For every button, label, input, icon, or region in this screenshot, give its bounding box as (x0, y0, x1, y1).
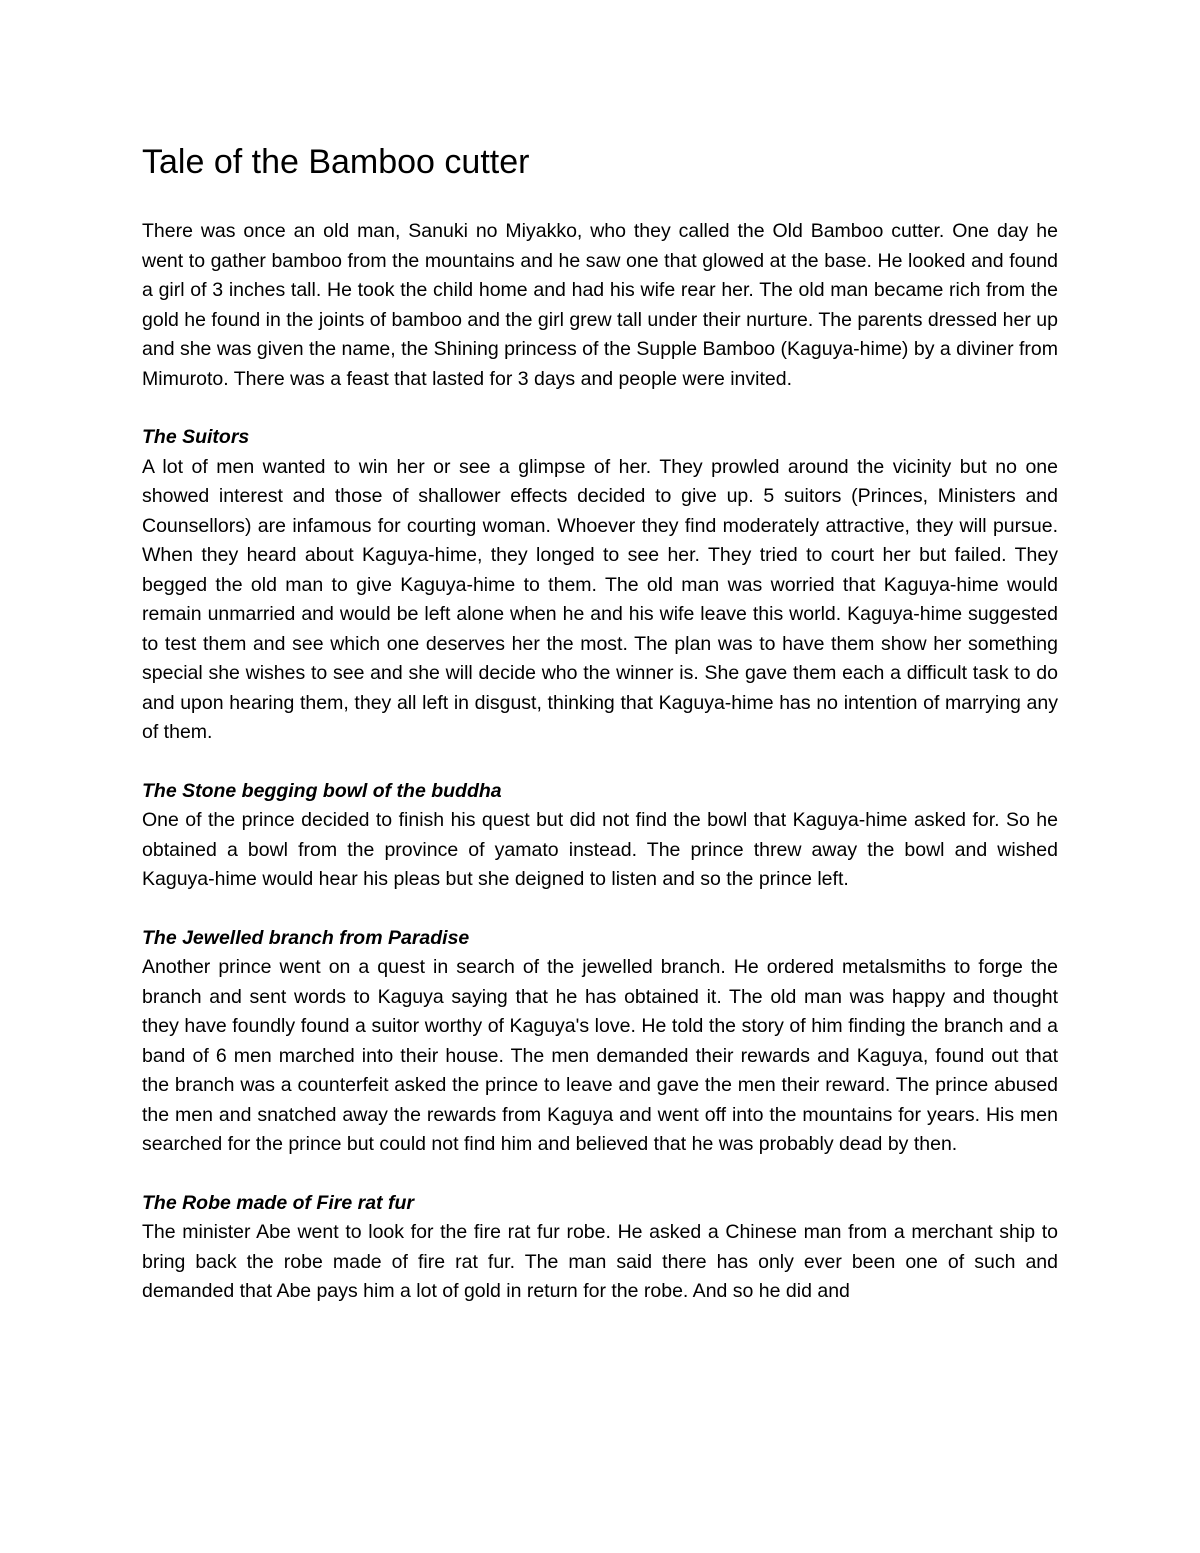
intro-paragraph: There was once an old man, Sanuki no Miyakko, who they called the Old Bamboo cutter. One day he went to gather bamboo from the mountains and he saw one that glowed at the base. He looked and found a girl of 3 inches tall. He took the child home and had his wife rear her. The old man became rich from the gold he found in the joints of bamboo and the girl grew tall under their nurture. The parents dressed her up and she was given the name, the Shining princess of the Supple Bamboo (Kaguya-hime) by a diviner from Mimuroto. There was a feast that lasted for 3 days and people were invited. (142, 220, 1058, 390)
section-body: A lot of men wanted to win her or see a glimpse of her. They prowled around the vicinity but no one showed interest and those of shallower effects decided to give up. 5 suitors (Princes, Ministers and Counsellors) are infamous for courting woman. Whoever they find moderately attractive, they will pursue. When they heard about Kaguya-hime, they longed to see her. They tried to court her but failed. They begged the old man to give Kaguya-hime to them. The old man was worried that Kaguya-hime would remain unmarried and would be left alone when he and his wife leave this world. Kaguya-hime suggested to test them and see which one deserves her the most. The plan was to have them show her something special she wishes to see and she will decide who the winner is. She gave them each a difficult task to do and upon hearing them, they all left in disgust, thinking that Kaguya-hime has no intention of marrying any of them. (142, 455, 1058, 743)
section-heading: The Stone begging bowl of the buddha (142, 779, 502, 802)
page-title: Tale of the Bamboo cutter (142, 143, 530, 181)
section-fire-rat-robe (142, 1189, 1058, 1307)
section-jewelled-branch (142, 924, 1058, 1160)
section-heading: The Suitors (142, 426, 250, 448)
section-body: The minister Abe went to look for the fire rat fur robe. He asked a Chinese man from a merchant ship to bring back the robe made of fire rat fur. The man said there has only ever been one of such and demanded that Abe pays him a lot of gold in return for the robe. And so he did and (142, 1221, 1058, 1302)
document-page (142, 138, 1058, 1307)
section-body: One of the prince decided to finish his quest but did not find the bowl that Kaguya-hime asked for. So he obtained a bowl from the province of yamato instead. The prince threw away the bowl and wished Kaguya-hime would hear his pleas but she deigned to listen and so the prince left. (142, 809, 1058, 890)
section-suitors (142, 423, 1058, 748)
section-heading: The Robe made of Fire rat fur (142, 1191, 414, 1214)
section-body: Another prince went on a quest in search of the jewelled branch. He ordered metalsmiths to forge the branch and sent words to Kaguya saying that he has obtained it. The old man was happy and thought they have foundly found a suitor worthy of Kaguya's love. He told the story of him finding the branch and a band of 6 men marched into their house. The men demanded their rewards and Kaguya, found out that the branch was a counterfeit asked the prince to leave and gave the men their reward. The prince abused the men and snatched away the rewards from Kaguya and went off into the mountains for years. His men searched for the prince but could not find him and believed that he was probably dead by then. (142, 956, 1058, 1155)
section-heading: The Jewelled branch from Paradise (142, 926, 470, 949)
section-stone-begging-bowl (142, 777, 1058, 895)
